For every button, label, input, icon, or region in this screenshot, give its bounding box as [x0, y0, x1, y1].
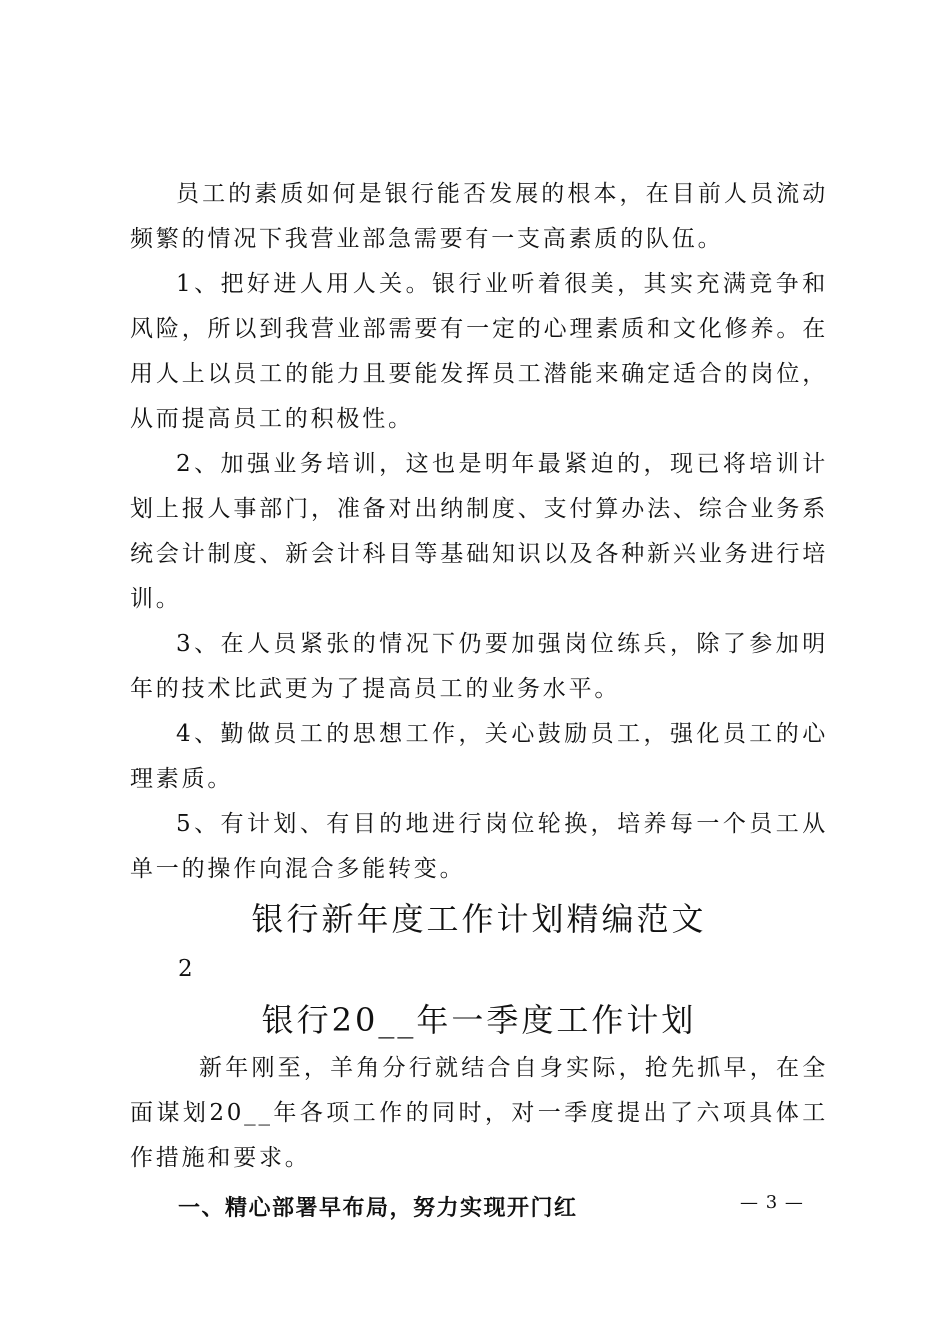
paragraph-item-5: 5、有计划、有目的地进行岗位轮换，培养每一个员工从单一的操作向混合多能转变。 [130, 811, 828, 882]
paragraph-staff-quality: 员工的素质如何是银行能否发展的根本，在目前人员流动频繁的情况下我营业部急需要有一支高素质的队伍。 [130, 181, 828, 252]
sub-title: 银行20__年一季度工作计划 [261, 1001, 697, 1039]
intro-paragraph: 新年刚至，羊角分行就结合自身实际，抢先抓早，在全面谋划20__年各项工作的同时，对一季度提出了六项具体工作措施和要求。 [130, 1055, 828, 1171]
paragraph-item-1: 1、把好进人用人关。银行业听着很美，其实充满竞争和风险，所以到我营业部需要有一定的心理素质和文化修养。在用人上以员工的能力且要能发挥员工潜能来确定适合的岗位，从而提高员工的积极性。 [130, 271, 828, 432]
heading-1: 一、精心部署早布局，努力实现开门红 [178, 1196, 578, 1221]
document-body [130, 172, 828, 1231]
page-number: — 3 — [740, 1192, 804, 1213]
paragraph-item-4: 4、勤做员工的思想工作，关心鼓励员工，强化员工的心理素质。 [130, 721, 828, 792]
section-title: 银行新年度工作计划精编范文 [251, 900, 707, 938]
section-number: 2 [178, 956, 196, 982]
paragraph-item-3: 3、在人员紧张的情况下仍要加强岗位练兵，除了参加明年的技术比武更为了提高员工的业务水平。 [130, 631, 828, 702]
paragraph-item-2: 2、加强业务培训，这也是明年最紧迫的，现已将培训计划上报人事部门，准备对出纳制度、支付算办法、综合业务系统会计制度、新会计科目等基础知识以及各种新兴业务进行培训。 [130, 451, 828, 612]
